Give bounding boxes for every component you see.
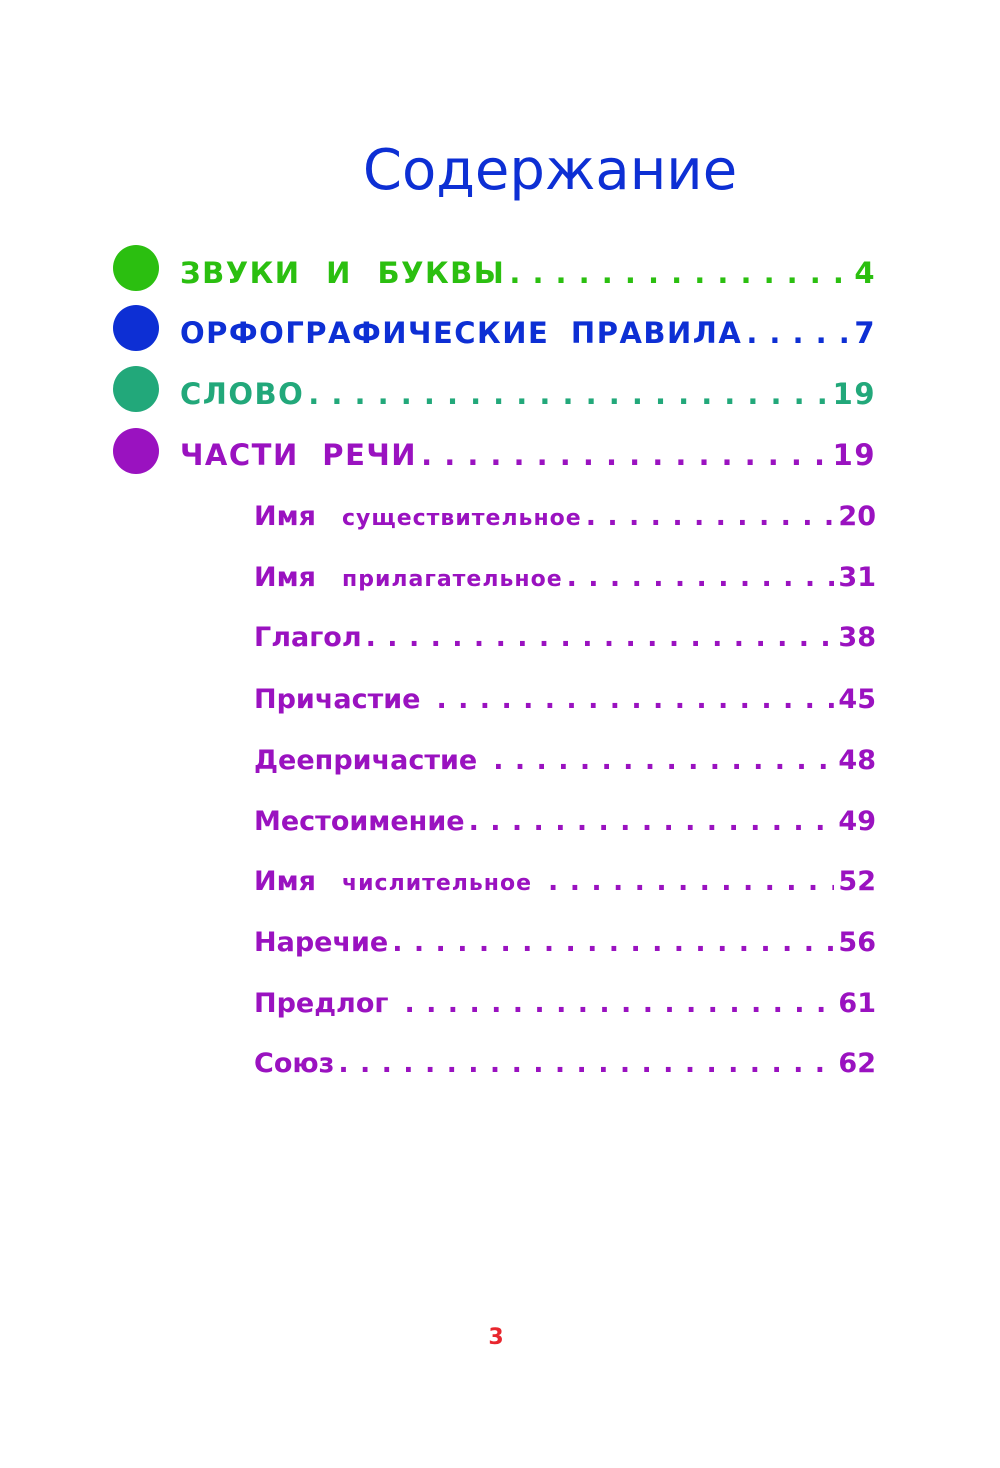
toc-subsection-prefix: Глагол — [254, 622, 362, 653]
toc-section-label: ЧАСТИ РЕЧИ — [180, 438, 418, 472]
toc-leader-dots — [436, 684, 834, 715]
toc-subsection-prefix: Имя — [254, 562, 317, 593]
toc-subsection-page: 49 — [838, 806, 876, 837]
toc-subsection[interactable] — [254, 1048, 876, 1079]
toc-section[interactable] — [180, 256, 876, 290]
toc-subsection-page: 38 — [838, 622, 876, 653]
bullet-purple-icon — [113, 428, 159, 474]
toc-subsection[interactable] — [254, 866, 876, 897]
toc-subsection-label: существительное — [342, 506, 582, 531]
toc-section[interactable] — [180, 438, 876, 472]
toc-subsection-prefix: Деепричастие — [254, 745, 478, 776]
toc-subsection-label: прилагательное — [342, 567, 563, 592]
toc-subsection[interactable] — [254, 622, 876, 653]
toc-subsection-prefix: Местоимение — [254, 806, 465, 837]
toc-subsection-page: 20 — [838, 501, 876, 532]
toc-leader-dots — [469, 806, 835, 837]
toc-leader-dots — [493, 745, 834, 776]
toc-section-label: СЛОВО — [180, 377, 305, 411]
toc-section[interactable] — [180, 316, 876, 350]
toc-section-label: ЗВУКИ И БУКВЫ — [180, 256, 506, 290]
toc-leader-dots — [567, 562, 835, 593]
toc-subsection-prefix: Причастие — [254, 684, 421, 715]
toc-subsection[interactable] — [254, 501, 876, 532]
toc-subsection-prefix: Имя — [254, 866, 317, 897]
toc-subsection-prefix: Предлог — [254, 988, 389, 1019]
toc-section-page: 4 — [854, 256, 876, 290]
toc-leader-dots — [421, 438, 829, 472]
toc-section[interactable] — [180, 377, 876, 411]
toc-subsection-label: числительное — [342, 871, 533, 896]
toc-subsection[interactable] — [254, 806, 876, 837]
toc-leader-dots — [404, 988, 834, 1019]
toc-subsection-page: 31 — [838, 562, 876, 593]
toc-subsection[interactable] — [254, 745, 876, 776]
bullet-teal-icon — [113, 366, 159, 412]
toc-leader-dots — [509, 256, 850, 290]
toc-leader-dots — [392, 927, 834, 958]
toc-subsection-prefix: Наречие — [254, 927, 389, 958]
toc-leader-dots — [548, 866, 834, 897]
toc-subsection-prefix: Союз — [254, 1048, 335, 1079]
page-title: Содержание — [362, 138, 738, 203]
toc-leader-dots — [746, 316, 850, 350]
toc-leader-dots — [366, 622, 835, 653]
toc-subsection[interactable] — [254, 988, 876, 1019]
toc-subsection[interactable] — [254, 562, 876, 593]
bullet-blue-icon — [113, 305, 159, 351]
toc-section-label: ОРФОГРАФИЧЕСКИЕ ПРАВИЛА — [180, 316, 743, 350]
toc-subsection-page: 45 — [838, 684, 876, 715]
bullet-green-icon — [113, 245, 159, 291]
toc-section-page: 7 — [854, 316, 876, 350]
toc-section-page: 19 — [832, 438, 876, 472]
page-number: 3 — [488, 1325, 504, 1350]
toc-subsection-prefix: Имя — [254, 501, 317, 532]
toc-subsection[interactable] — [254, 684, 876, 715]
toc-subsection-page: 56 — [838, 927, 876, 958]
toc-subsection-page: 52 — [838, 866, 876, 897]
toc-subsection[interactable] — [254, 927, 876, 958]
toc-leader-dots — [308, 377, 828, 411]
toc-leader-dots — [338, 1048, 834, 1079]
toc-subsection-page: 62 — [838, 1048, 876, 1079]
toc-subsection-page: 48 — [838, 745, 876, 776]
toc-leader-dots — [586, 501, 835, 532]
toc-section-page: 19 — [832, 377, 876, 411]
toc-subsection-page: 61 — [838, 988, 876, 1019]
